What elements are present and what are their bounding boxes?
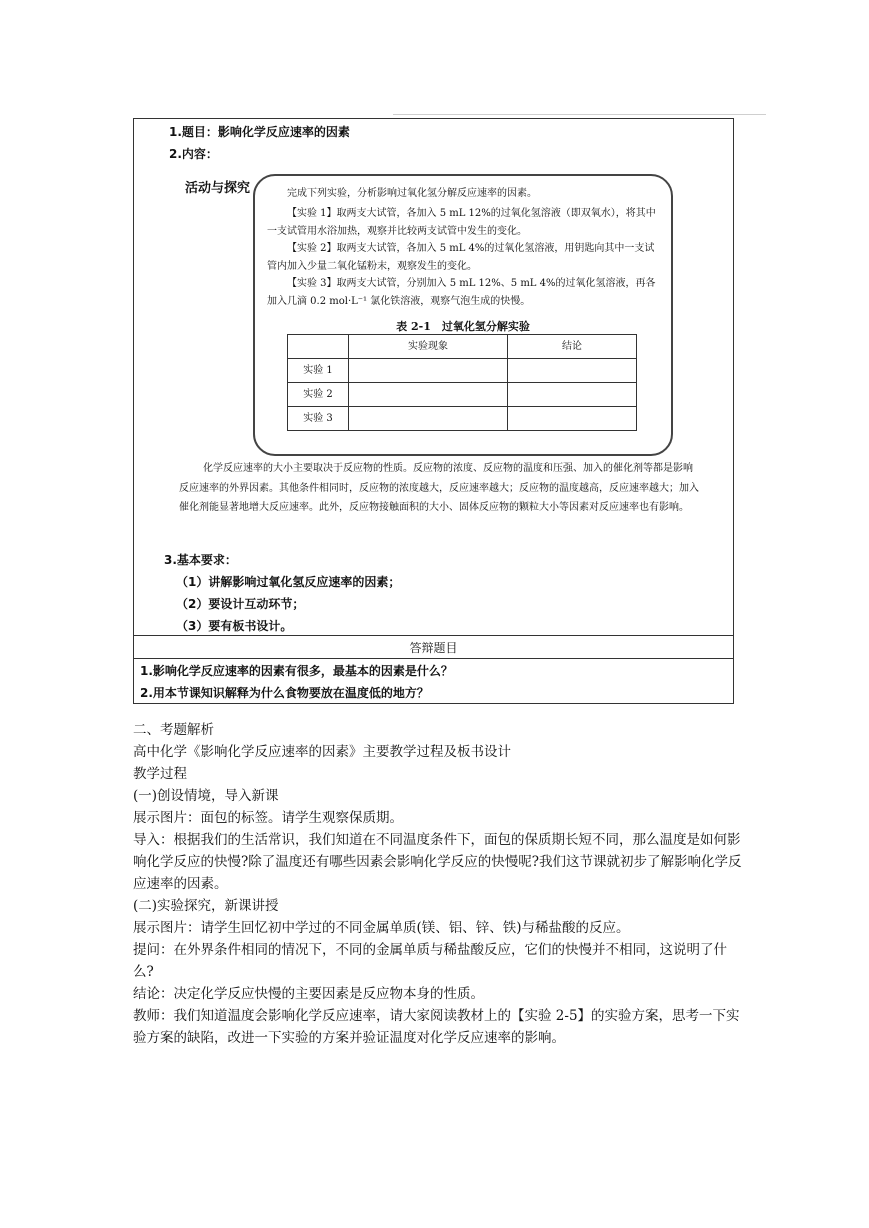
table-row	[288, 383, 637, 407]
row-label: 实验 3	[288, 407, 349, 431]
activity-panel	[253, 174, 673, 456]
requirement-item: （2）要设计互动环节；	[176, 597, 305, 611]
table-cell	[508, 359, 637, 383]
table-cell	[349, 407, 508, 431]
table-header-row	[288, 335, 637, 359]
summary-paragraph: 化学反应速率的大小主要取决于反应物的性质。反应物的浓度、反应物的温度和压强、加入的催化剂等都是影响反应速率的外界因素。其他条件相同时，反应物的浓度越大，反应速率越大；反应物的温度越高，反应速率越大；加入催化剂能显著地增大反应速率。此外，反应物接触面积的大小、固体反应物的颗粒大小等因素对反应速率也有影响。	[179, 463, 699, 513]
table-cell	[508, 383, 637, 407]
requirement-item: （1）讲解影响过氧化氢反应速率的因素；	[176, 575, 401, 589]
question-item: 1.影响化学反应速率的因素有很多，最基本的因素是什么？	[140, 664, 453, 678]
table-header-phenomenon: 实验现象	[349, 335, 508, 359]
answer-header: 答辩题目	[409, 641, 458, 655]
divider	[134, 635, 733, 636]
paragraph: 教师：我们知道温度会影响化学反应速率，请大家阅读教材上的【实验 2-5】的实验方案，思考一下实验方案的缺陷，改进一下实验的方案并验证温度对化学反应速率的影响。	[133, 1008, 740, 1046]
exam-question-box	[133, 118, 734, 704]
table-title: 表 2-1 过氧化氢分解实验	[396, 320, 530, 333]
experiment-3: 【实验 3】取两支大试管，分别加入 5 mL 12%、5 mL 4%的过氧化氢溶液，再各加入几滴 0.2 mol·L⁻¹ 氯化铁溶液，观察气泡生成的快慢。	[267, 278, 656, 307]
divider	[134, 658, 733, 659]
experiment-2: 【实验 2】取两支大试管，各加入 5 mL 4%的过氧化氢溶液，用钥匙向其中一支试管内加入少量二氧化锰粉末，观察发生的变化。	[267, 243, 655, 272]
topic-line: 1.题目：影响化学反应速率的因素	[169, 125, 350, 139]
activity-title: 活动与探究	[185, 181, 251, 196]
paragraph: 展示图片：请学生回忆初中学过的不同金属单质(镁、铝、锌、铁)与稀盐酸的反应。	[133, 920, 630, 936]
process-heading: 教学过程	[133, 766, 187, 782]
paragraph: 导入：根据我们的生活常识，我们知道在不同温度条件下，面包的保质期长短不同，那么温度是如何影响化学反应的快慢?除了温度还有哪些因素会影响化学反应的快慢呢?我们这节课就初步了解影响化学反应速率的因素。	[133, 832, 742, 892]
experiment-1: 【实验 1】取两支大试管，各加入 5 mL 12%的过氧化氢溶液（即双氧水），将其中一支试管用水浴加热，观察并比较两支试管中发生的变化。	[267, 208, 656, 237]
question-item: 2.用本节课知识解释为什么食物要放在温度低的地方？	[140, 686, 429, 700]
paragraph: 展示图片：面包的标签。请学生观察保质期。	[133, 810, 403, 826]
activity-intro: 完成下列实验，分析影响过氧化氢分解反应速率的因素。	[287, 188, 537, 199]
table-row	[288, 407, 637, 431]
content-label: 2.内容：	[169, 147, 218, 161]
experiment-table	[287, 334, 637, 431]
table-cell	[349, 383, 508, 407]
paragraph: 结论：决定化学反应快慢的主要因素是反应物本身的性质。	[133, 986, 484, 1002]
table-row	[288, 359, 637, 383]
row-label: 实验 2	[288, 383, 349, 407]
top-rule	[393, 114, 766, 115]
requirements-label: 3.基本要求：	[164, 553, 237, 567]
table-cell	[508, 407, 637, 431]
table-header-empty	[288, 335, 349, 359]
paragraph: 提问：在外界条件相同的情况下，不同的金属单质与稀盐酸反应，它们的快慢并不相同，这说明了什么?	[133, 942, 727, 980]
requirement-item: （3）要有板书设计。	[176, 619, 293, 633]
subtitle: 高中化学《影响化学反应速率的因素》主要教学过程及板书设计	[133, 744, 511, 760]
step-heading: (二)实验探究，新课讲授	[133, 898, 279, 914]
row-label: 实验 1	[288, 359, 349, 383]
section-heading: 二、考题解析	[133, 722, 214, 738]
table-cell	[349, 359, 508, 383]
step-heading: (一)创设情境，导入新课	[133, 788, 279, 804]
analysis-body	[133, 719, 743, 1049]
table-header-conclusion: 结论	[508, 335, 637, 359]
